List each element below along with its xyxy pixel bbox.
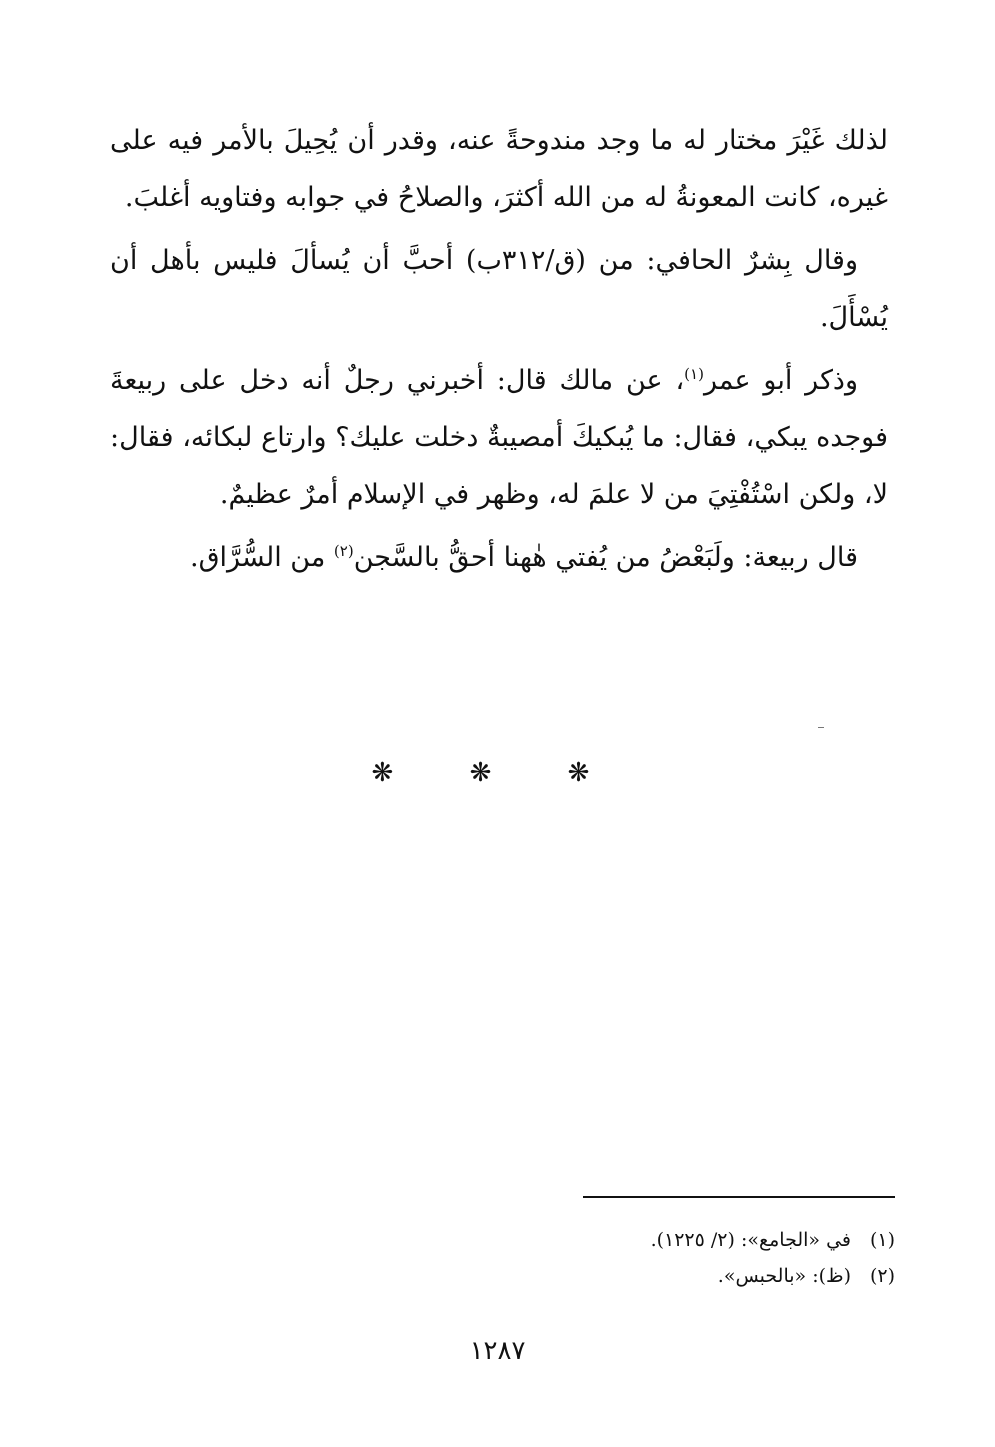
footnote-2-number: (٢) — [869, 1265, 895, 1287]
footnote-2-text: (ظ): «بالحبس». — [717, 1265, 851, 1287]
footnote-1-number: (١) — [869, 1229, 895, 1251]
main-text — [110, 112, 888, 592]
footnote-2 — [395, 1258, 895, 1294]
footnote-ref-1[interactable]: (١) — [684, 365, 704, 383]
paragraph-1: لذلك غَيْرَ مختار له ما وجد مندوحةً عنه، وقدر أن يُحِيلَ بالأمر فيه على غيره، كانت المعونةُ له من الله أكثرَ، والصلاحُ في جوابه وفتاويه أغلبَ. — [110, 125, 888, 213]
paragraph-4-start: قال ربيعة: ولَبَعْضُ من يُفتي هٰهنا أحقُّ بالسَّجن — [353, 542, 858, 573]
footnote-1-text: في «الجامع»: (٢/ ١٢٢٥). — [650, 1229, 851, 1251]
paragraph-2: وقال بِشرٌ الحافي: من (ق/٣١٢ب) أحبَّ أن يُسألَ فليس بأهل أن يُسْأَلَ. — [110, 245, 888, 333]
footnote-divider — [583, 1196, 895, 1198]
paragraph-3-start: وذكر أبو عمر — [703, 365, 858, 396]
paragraph-4-end: من السُّرَّاق. — [189, 542, 334, 573]
footnote-1 — [395, 1222, 895, 1258]
section-separator: ❋ ❋ ❋ — [371, 758, 624, 788]
paragraph-3 — [110, 352, 888, 523]
footnotes — [395, 1222, 895, 1294]
stray-mark — [818, 727, 824, 728]
page-number: ١٢٨٧ — [469, 1336, 526, 1366]
paragraph-3-end: ، عن مالك قال: أخبرني رجلٌ أنه دخل على ربيعةَ فوجده يبكي، فقال: ما يُبكيكَ أمصيبةٌ دخلت عليك؟ وارتاع لبكائه، فقال: لا، ولكن اسْتُفْتِيَ من لا علمَ له، وظهر في الإسلام أمرٌ عظيمٌ. — [110, 365, 888, 510]
paragraph-4 — [110, 529, 888, 586]
footnote-ref-2[interactable]: (٢) — [333, 542, 354, 560]
